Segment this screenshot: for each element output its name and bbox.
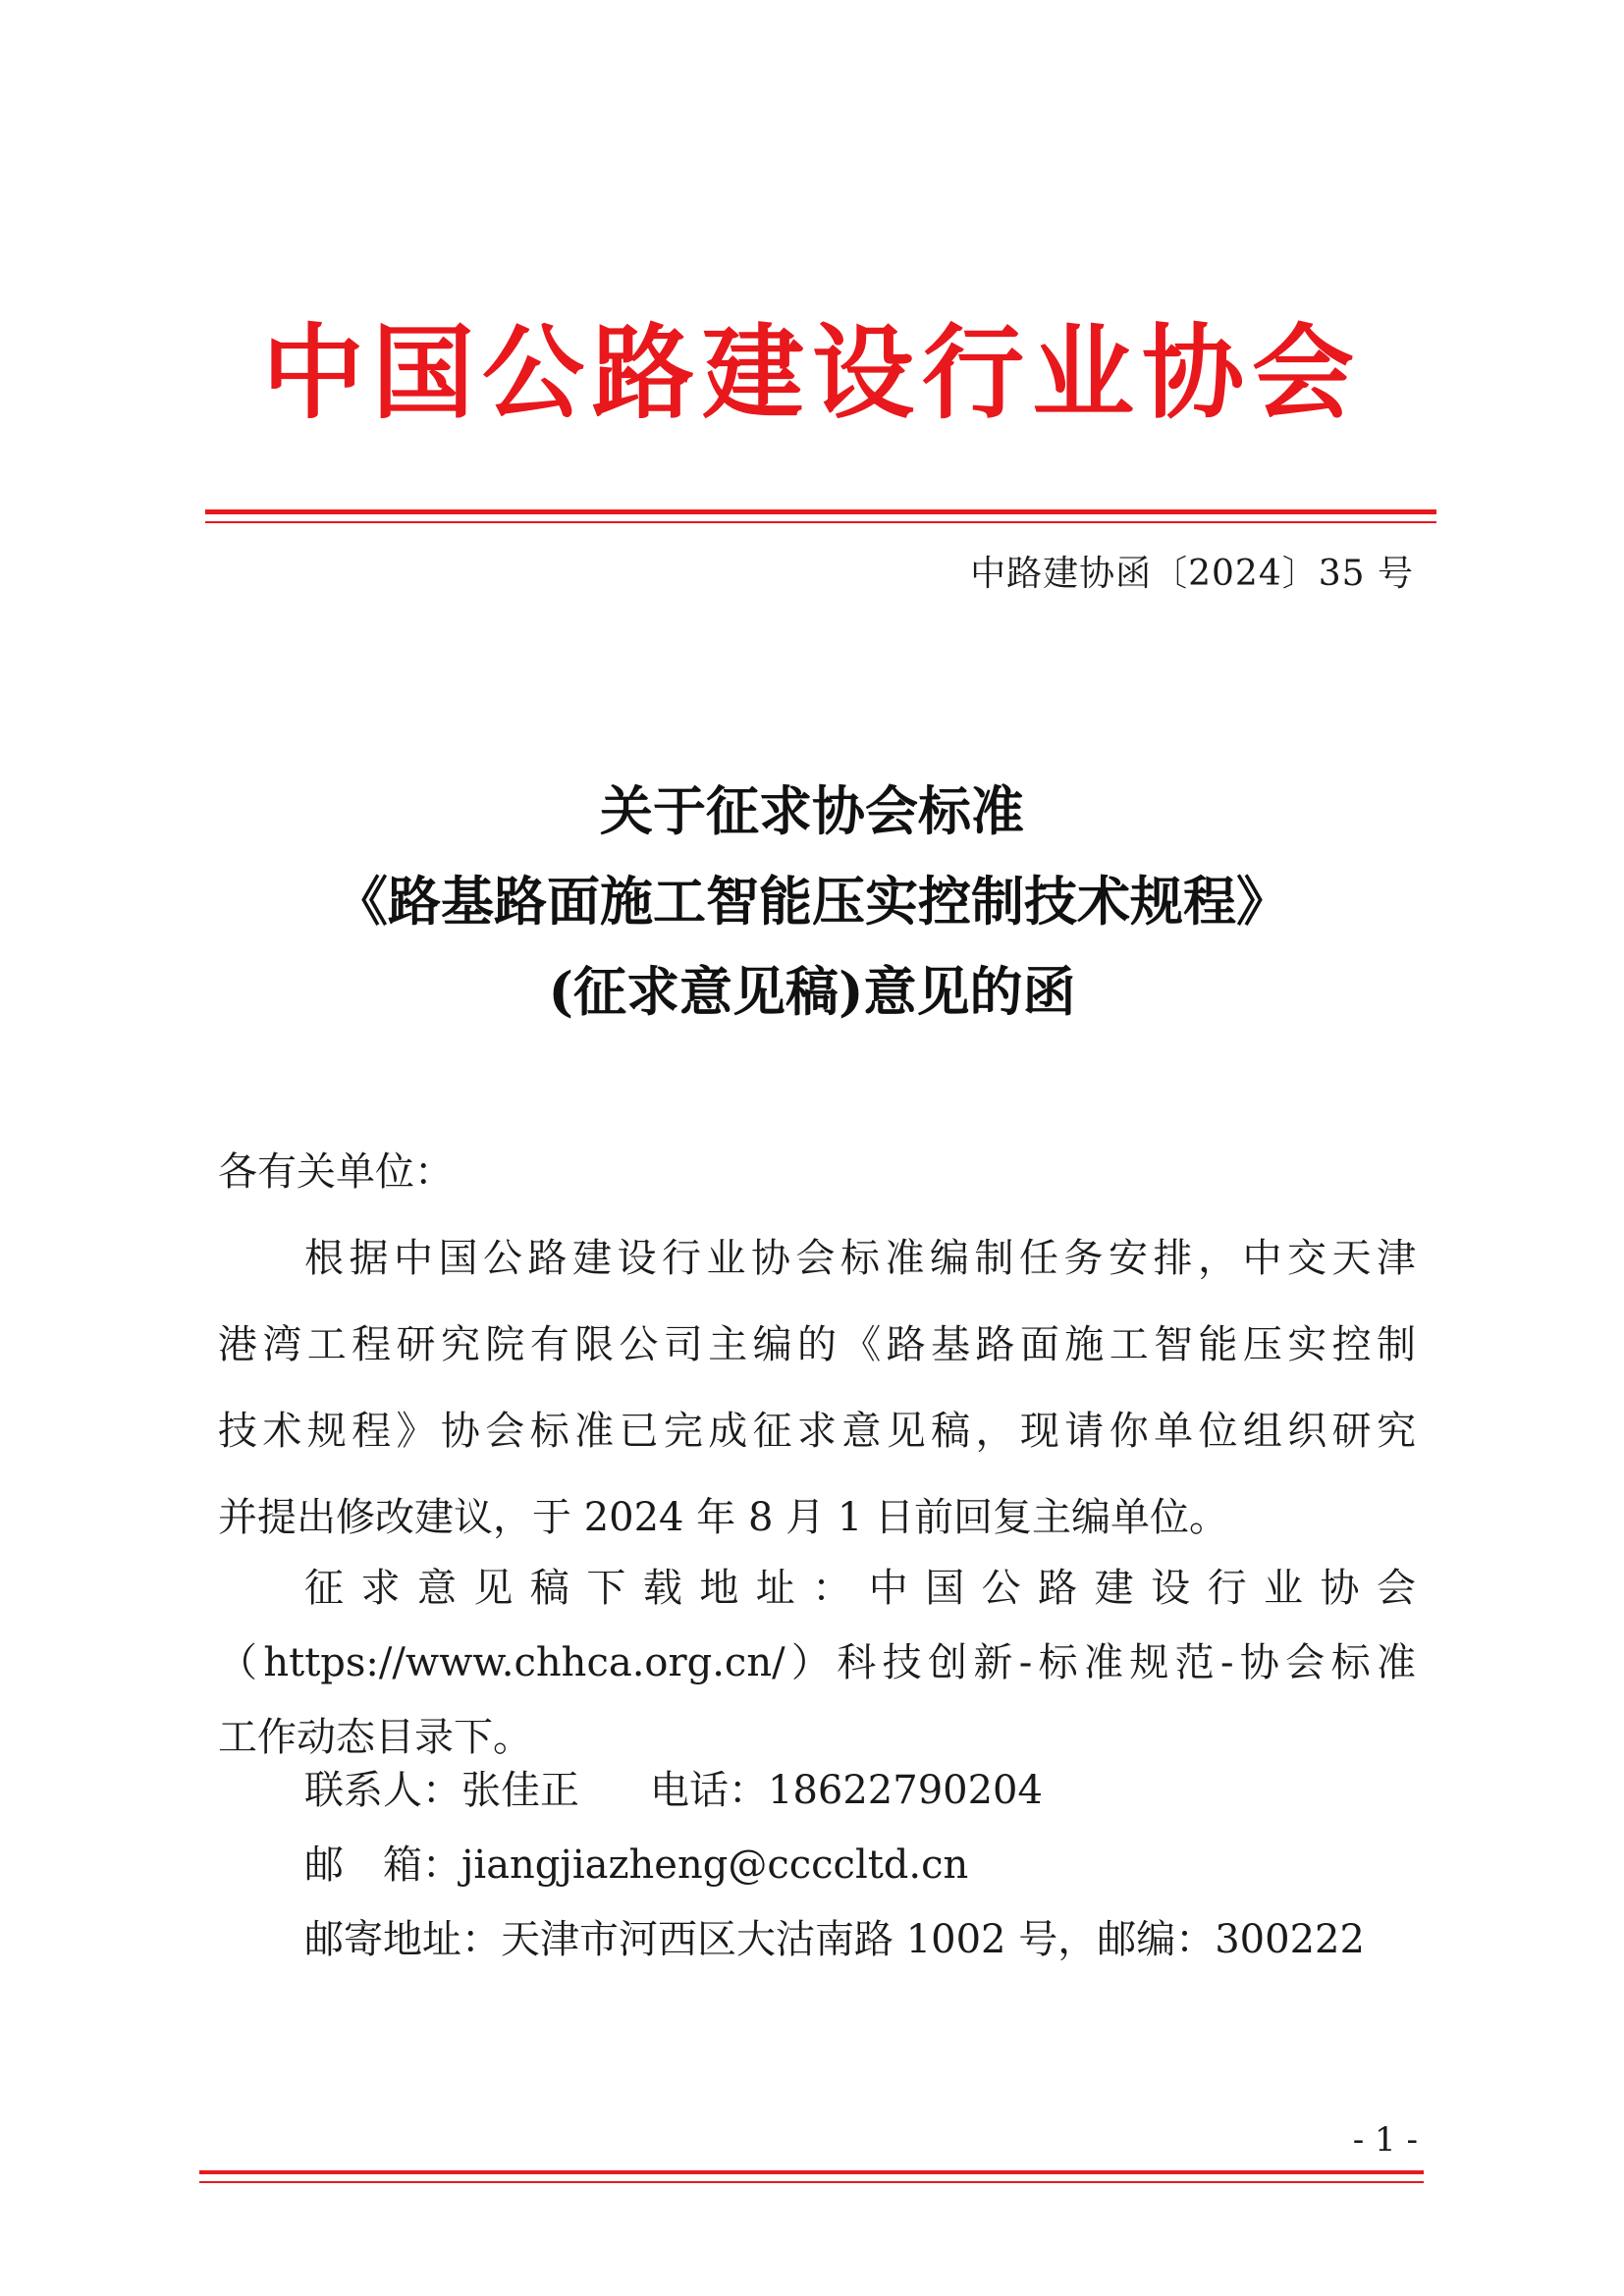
header-rule-thin — [205, 521, 1436, 523]
paragraph-line: 征求意见稿下载地址：中国公路建设行业协会 — [304, 1566, 1416, 1611]
contact-row — [304, 1753, 1365, 1828]
letter-body — [218, 1129, 1416, 1775]
paragraph-2 — [218, 1551, 1416, 1775]
mailing-address: 天津市河西区大沽南路 1002 号，邮编：300222 — [501, 1917, 1365, 1962]
org-name-header: 中国公路建设行业协会 — [261, 313, 1362, 433]
paragraph-line: 工作动态目录下。 — [218, 1715, 532, 1760]
paragraph-1 — [218, 1215, 1416, 1561]
paragraph-line: 港湾工程研究院有限公司主编的《路基路面施工智能压实控制 — [218, 1322, 1416, 1367]
header-rule-thick — [205, 509, 1436, 514]
contact-name: 张佳正 — [461, 1768, 579, 1813]
address-label: 邮寄地址： — [304, 1917, 501, 1962]
email-address: jiangjiazheng@ccccltd.cn — [461, 1842, 969, 1888]
email-row — [304, 1828, 1365, 1902]
document-number: 中路建协函〔2024〕35 号 — [970, 554, 1414, 594]
footer-rule-thick — [199, 2170, 1424, 2174]
paragraph-line: 并提出修改建议，于 2024 年 8 月 1 日前回复主编单位。 — [218, 1495, 1228, 1540]
salutation: 各有关单位： — [218, 1149, 454, 1195]
email-label: 邮 箱： — [304, 1842, 461, 1888]
address-row — [304, 1902, 1365, 1977]
title-line-1: 关于征求协会标准 — [600, 779, 1024, 842]
phone-number: 18622790204 — [768, 1768, 1043, 1813]
title-line-3: (征求意见稿)意见的函 — [548, 960, 1076, 1023]
document-title — [0, 766, 1624, 1037]
footer-rule-thin — [199, 2181, 1424, 2183]
paragraph-line: 根据中国公路建设行业协会标准编制任务安排，中交天津 — [304, 1236, 1416, 1281]
paragraph-line: 技术规程》协会标准已完成征求意见稿，现请你单位组织研究 — [218, 1409, 1416, 1454]
paragraph-line: （https://www.chhca.org.cn/）科技创新-标准规范-协会标准 — [218, 1640, 1416, 1685]
phone-label: 电话： — [650, 1768, 768, 1813]
contact-info — [304, 1753, 1365, 1977]
contact-label: 联系人： — [304, 1768, 461, 1813]
title-line-2: 《路基路面施工智能压实控制技术规程》 — [335, 870, 1289, 933]
page-number: - 1 - — [1352, 2120, 1418, 2160]
